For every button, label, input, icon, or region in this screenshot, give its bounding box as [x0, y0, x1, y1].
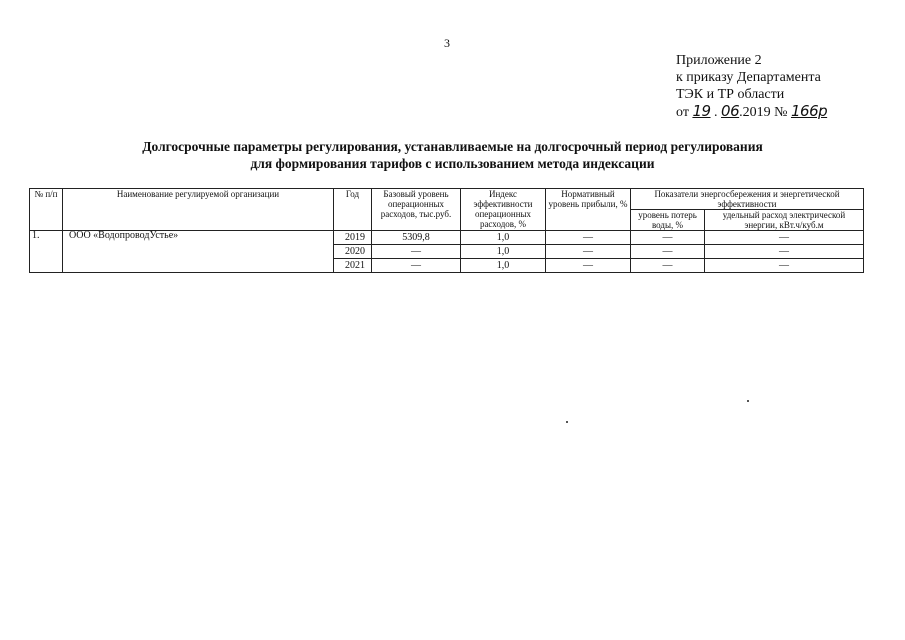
header-energy-group: Показатели энергосбережения и энергетической эффективности [631, 189, 864, 210]
date-year: .2019 [739, 105, 771, 120]
cell-base: — [372, 259, 461, 273]
header-loss: уровень потерь воды, % [631, 210, 705, 231]
number-sign: № [774, 105, 788, 120]
date-separator: . [714, 105, 718, 120]
header-base: Базовый уровень операционных расходов, тыс.руб. [372, 189, 461, 231]
cell-consumption: — [705, 259, 864, 273]
title-line-2: для формирования тарифов с использованием метода индексации [250, 156, 655, 171]
cell-profit: — [546, 259, 631, 273]
header-year: Год [334, 189, 372, 231]
document-title [0, 138, 905, 172]
cell-loss: — [631, 259, 705, 273]
title-line-1: Долгосрочные параметры регулирования, устанавливаемые на долгосрочный период регулирования [142, 139, 763, 154]
cell-loss: — [631, 245, 705, 259]
appendix-block [676, 52, 827, 121]
cell-consumption: — [705, 231, 864, 245]
header-consumption: удельный расход электрической энергии, кВт.ч/куб.м [705, 210, 864, 231]
cell-index: 1,0 [461, 259, 546, 273]
cell-year: 2019 [334, 231, 372, 245]
scan-speck [747, 400, 749, 402]
scan-speck [566, 421, 568, 423]
appendix-date-line [676, 103, 827, 121]
cell-org: ООО «ВодопроводУстье» [63, 231, 334, 273]
appendix-line-1: Приложение 2 [676, 53, 762, 68]
cell-profit: — [546, 231, 631, 245]
table-row [30, 231, 864, 245]
cell-num: 1. [30, 231, 63, 273]
date-day: 19 [692, 102, 711, 120]
cell-index: 1,0 [461, 245, 546, 259]
cell-index: 1,0 [461, 231, 546, 245]
order-number: 166р [790, 102, 828, 120]
cell-year: 2020 [334, 245, 372, 259]
appendix-line-2: к приказу Департамента [676, 70, 821, 85]
header-profit: Нормативный уровень прибыли, % [546, 189, 631, 231]
cell-base: — [372, 245, 461, 259]
header-org: Наименование регулируемой организации [63, 189, 334, 231]
cell-profit: — [546, 245, 631, 259]
cell-year: 2021 [334, 259, 372, 273]
appendix-line-3: ТЭК и ТР области [676, 87, 785, 102]
date-prefix: от [676, 105, 689, 120]
header-num: № п/п [30, 189, 63, 231]
date-month: 06 [721, 102, 740, 120]
parameters-table [29, 188, 864, 273]
cell-loss: — [631, 231, 705, 245]
cell-consumption: — [705, 245, 864, 259]
header-row-1 [30, 189, 864, 210]
header-index: Индекс эффективности операционных расходов, % [461, 189, 546, 231]
page-number: 3 [444, 36, 450, 50]
cell-base: 5309,8 [372, 231, 461, 245]
